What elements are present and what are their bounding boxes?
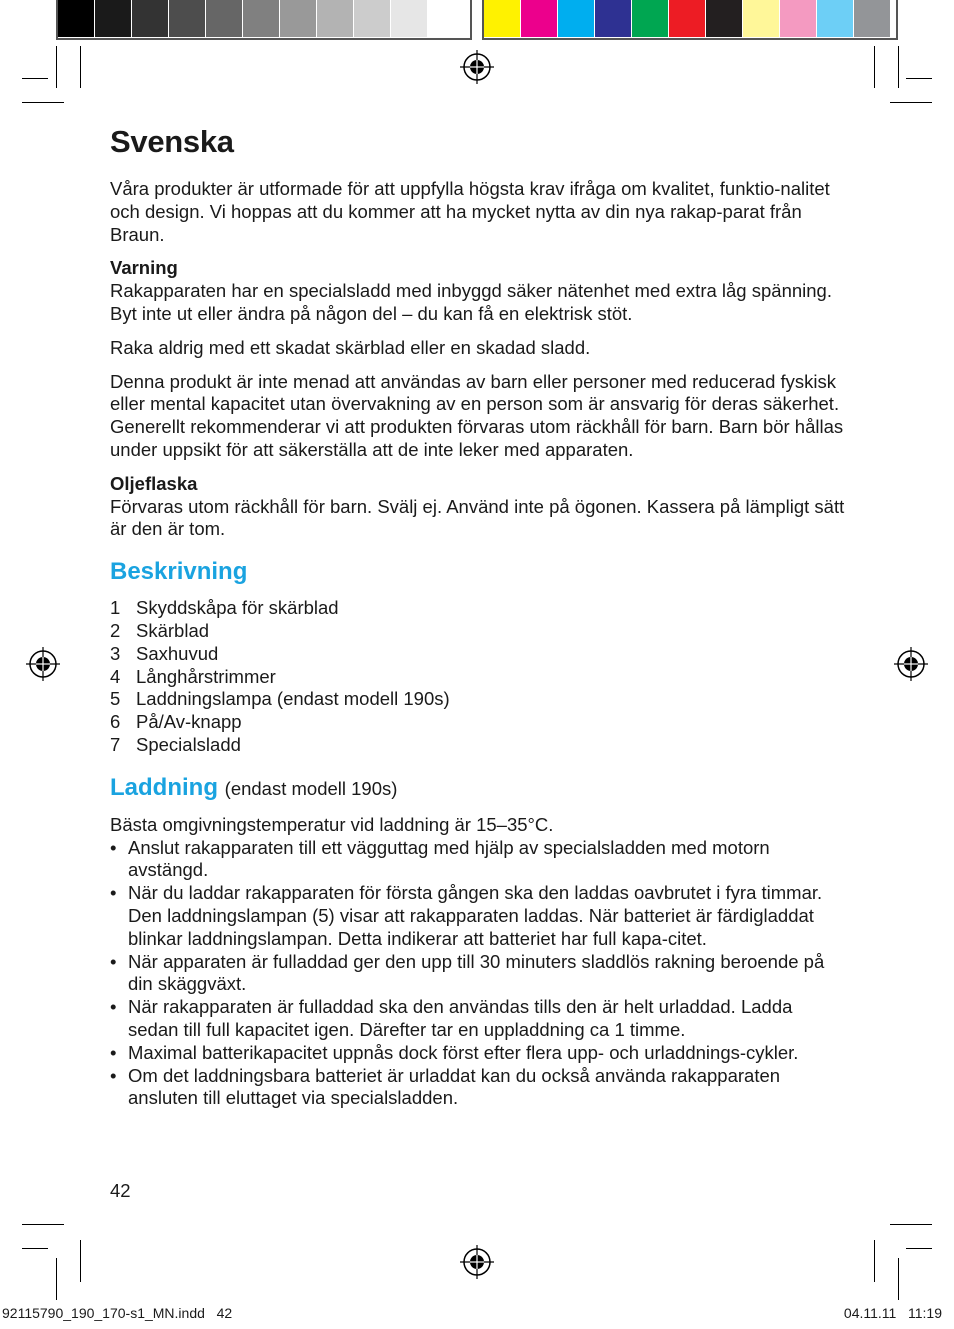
crop-mark xyxy=(56,46,57,88)
oil-text: Förvaras utom räckhåll för barn. Svälj ej. Använd inte på ögonen. Kassera på lämpligt sätt är den är tom. xyxy=(110,495,845,540)
color-swatch xyxy=(558,0,595,37)
registration-mark-icon xyxy=(460,50,494,84)
item-number: 1 xyxy=(110,597,121,619)
list-item xyxy=(110,837,846,883)
item-text: Långhårstrimmer xyxy=(136,665,276,687)
crop-mark xyxy=(874,46,875,88)
color-swatch xyxy=(854,0,891,37)
list-item xyxy=(110,597,846,620)
color-swatch xyxy=(58,0,95,37)
crop-mark xyxy=(22,102,64,103)
list-item xyxy=(110,711,846,734)
children-warning-paragraph: Denna produkt är inte menad att användas av barn eller personer med reducerad fyskisk eller mental kapacitet utan övervakning av en person som är ansvarig för deras säkerhet. Generellt rekommenderar vi att produkten förvaras utom räckhåll för barn. Barn bör hållas under uppsikt för att säkerställa att de inte leker med apparaten. xyxy=(110,370,844,460)
blade-warning-paragraph: Raka aldrig med ett skadat skärblad eller en skadad sladd. xyxy=(110,336,591,358)
bullet-text: Anslut rakapparaten till ett vägguttag med hjälp av specialsladden med motorn avstängd. xyxy=(128,836,770,881)
item-number: 2 xyxy=(110,619,121,641)
crop-mark xyxy=(22,1224,64,1225)
color-swatch xyxy=(95,0,132,37)
charging-bullet-list xyxy=(110,837,846,1111)
item-number: 5 xyxy=(110,688,121,710)
grayscale-color-bar xyxy=(58,0,465,40)
item-text: På/Av-knapp xyxy=(136,711,242,733)
color-swatch xyxy=(706,0,743,37)
item-text: Laddningslampa (endast modell 190s) xyxy=(136,688,450,710)
color-swatch xyxy=(243,0,280,37)
bullet-text: Om det laddningsbara batteriet är urladdat kan du också använda rakapparaten ansluten till eluttaget via specialsladden. xyxy=(128,1064,781,1109)
slug-timestamp: 04.11.11 11:19 xyxy=(843,1305,942,1321)
charging-subtitle: (endast modell 190s) xyxy=(224,777,398,799)
list-item xyxy=(110,666,846,689)
list-item xyxy=(110,688,846,711)
color-swatch xyxy=(669,0,706,37)
page-number: 42 xyxy=(110,1180,131,1201)
item-number: 6 xyxy=(110,711,121,733)
color-swatch xyxy=(354,0,391,37)
color-swatch xyxy=(206,0,243,37)
item-text: Skyddskåpa för skärblad xyxy=(136,597,339,619)
warning-text: Rakapparaten har en specialsladd med inbyggd säker nätenhet med extra låg spänning. Byt inte ut eller ändra på någon del – du kan få en elektrisk stöt. xyxy=(110,280,832,324)
bullet-icon: • xyxy=(110,950,117,972)
registration-mark-icon xyxy=(26,647,60,681)
crop-mark xyxy=(80,1240,81,1282)
color-swatch xyxy=(132,0,169,37)
bullet-icon: • xyxy=(110,1041,117,1063)
bullet-text: När rakapparaten är fulladdad ska den användas tills den är helt urladdad. Ladda sedan till full kapacitet igen. Därefter tar en uppladdning ca 1 timme. xyxy=(128,996,793,1040)
color-swatch xyxy=(484,0,521,37)
color-swatch xyxy=(317,0,354,37)
item-text: Specialsladd xyxy=(136,733,241,755)
crop-mark xyxy=(906,78,932,79)
color-swatch xyxy=(780,0,817,37)
intro-paragraph: Våra produkter är utformade för att uppfylla högsta krav ifråga om kvalitet, funktio-nalitet och design. Vi hoppas att du kommer att ha mycket nytta av din nya rakap-parat från Braun. xyxy=(110,178,830,245)
item-text: Skärblad xyxy=(136,619,210,641)
color-swatch xyxy=(428,0,465,37)
bullet-text: När du laddar rakapparaten för första gången ska den laddas oavbrutet i fyra timmar. Den laddningslampan (5) visar att rakapparaten laddas. När batteriet är färdigladdat blinkar laddningslampan. Detta indikerar att batteriet har full kapa-citet. xyxy=(128,882,823,949)
bullet-icon: • xyxy=(110,882,117,904)
item-text: Saxhuvud xyxy=(136,642,219,664)
list-item xyxy=(110,996,846,1042)
crop-mark xyxy=(874,1240,875,1282)
list-item xyxy=(110,882,846,950)
crop-mark xyxy=(898,46,899,88)
crop-mark xyxy=(56,1258,57,1300)
warning-heading: Varning xyxy=(110,257,178,279)
list-item xyxy=(110,1065,846,1111)
page-content xyxy=(110,122,846,1110)
registration-mark-icon xyxy=(894,647,928,681)
oil-section xyxy=(110,473,846,541)
crop-mark xyxy=(906,1248,932,1249)
charging-heading xyxy=(110,773,846,804)
crop-mark xyxy=(890,102,932,103)
process-color-bar xyxy=(484,0,891,40)
list-item xyxy=(110,1042,846,1065)
crop-mark xyxy=(890,1224,932,1225)
oil-heading: Oljeflaska xyxy=(110,472,198,494)
crop-mark xyxy=(22,78,48,79)
registration-mark-icon xyxy=(460,1245,494,1279)
warning-section xyxy=(110,257,846,325)
list-item xyxy=(110,620,846,643)
color-swatch xyxy=(817,0,854,37)
bullet-icon: • xyxy=(110,836,117,858)
list-item xyxy=(110,643,846,666)
bullet-icon: • xyxy=(110,996,117,1018)
color-swatch xyxy=(595,0,632,37)
bullet-text: När apparaten är fulladdad ger den upp till 30 minuters sladdlös rakning beroende på din skäggväxt. xyxy=(128,950,825,995)
crop-mark xyxy=(22,1248,48,1249)
charging-title: Laddning xyxy=(110,773,218,801)
crop-mark xyxy=(80,46,81,88)
parts-list xyxy=(110,597,846,757)
color-swatch xyxy=(280,0,317,37)
color-swatch xyxy=(391,0,428,37)
page-title: Svenska xyxy=(110,124,234,159)
color-swatch xyxy=(743,0,780,37)
color-swatch xyxy=(169,0,206,37)
description-heading: Beskrivning xyxy=(110,558,248,586)
item-number: 7 xyxy=(110,733,121,755)
color-swatch xyxy=(521,0,558,37)
bullet-text: Maximal batterikapacitet uppnås dock först efter flera upp- och urladdnings-cykler. xyxy=(128,1041,799,1063)
list-item xyxy=(110,951,846,997)
item-number: 3 xyxy=(110,642,121,664)
list-item xyxy=(110,734,846,757)
crop-mark xyxy=(898,1258,899,1300)
bullet-icon: • xyxy=(110,1064,117,1086)
charging-intro: Bästa omgivningstemperatur vid laddning är 15–35°C. xyxy=(110,813,554,835)
color-swatch xyxy=(632,0,669,37)
slug-filename: 92115790_190_170-s1_MN.indd 42 xyxy=(2,1305,233,1321)
item-number: 4 xyxy=(110,665,121,687)
